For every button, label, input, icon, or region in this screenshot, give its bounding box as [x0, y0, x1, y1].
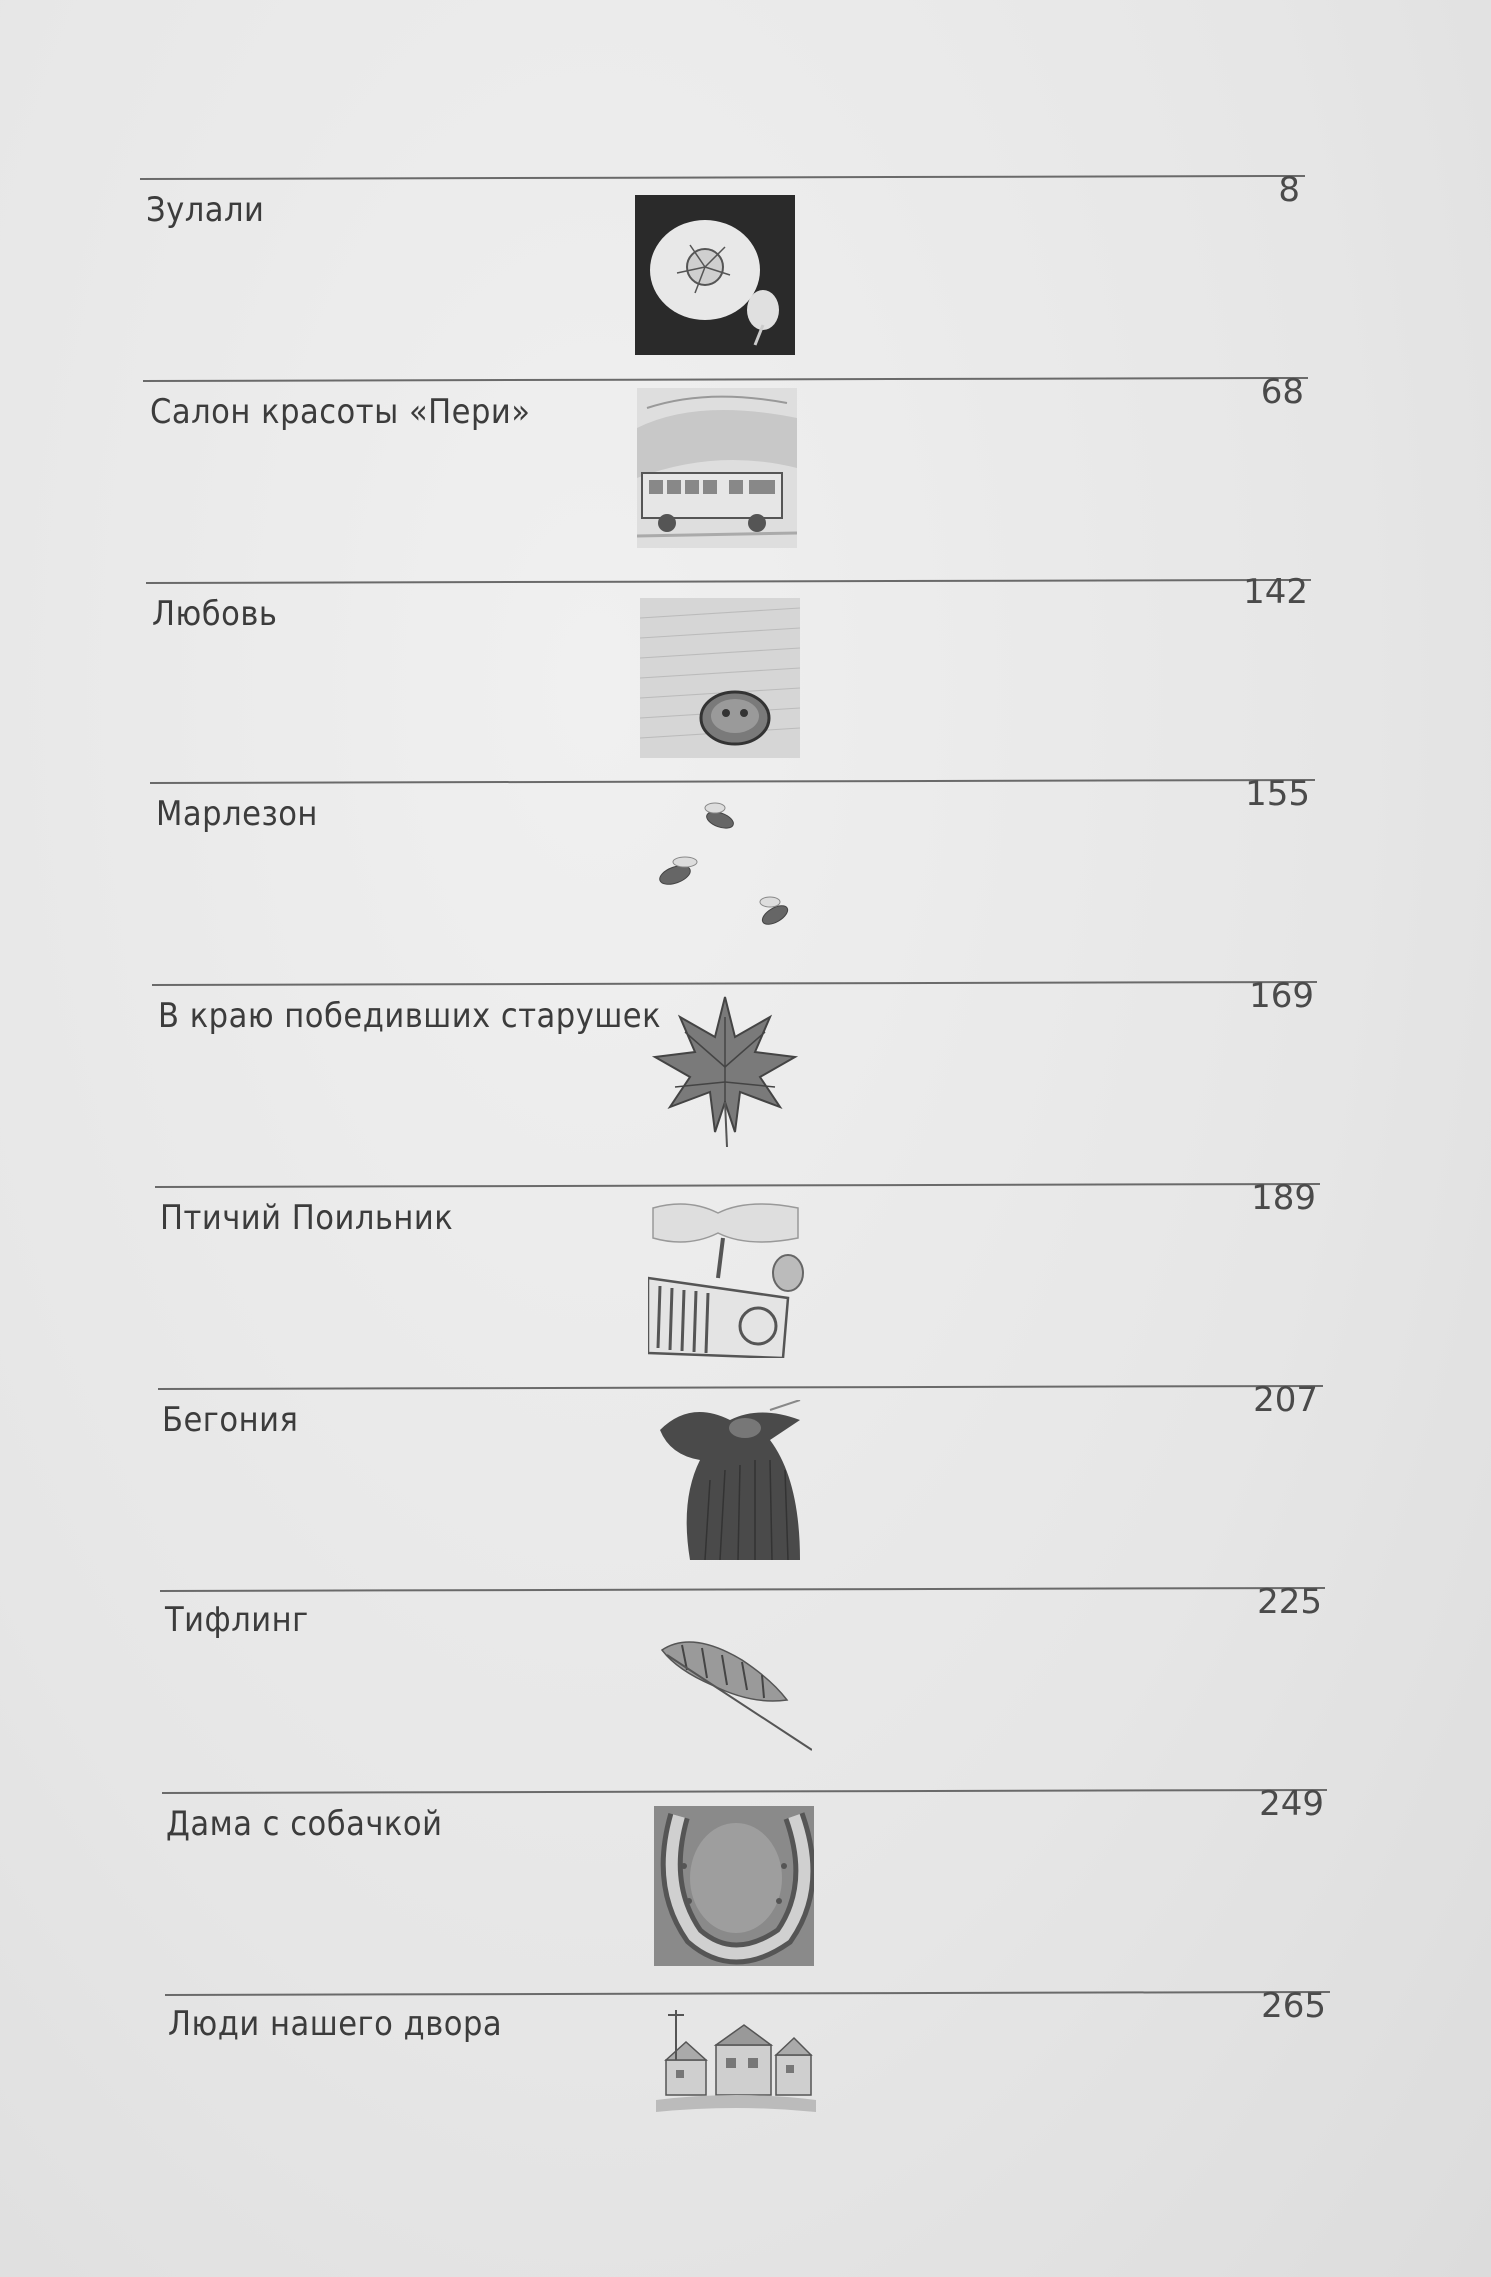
houses-sketch-icon	[656, 2000, 816, 2160]
entry-title: Марлезон	[156, 794, 318, 834]
entry-divider	[143, 377, 1308, 382]
entry-divider	[150, 779, 1315, 784]
entry-page-number: 249	[1259, 1784, 1324, 1824]
entry-divider	[152, 981, 1317, 986]
entry-divider	[146, 579, 1311, 584]
car-grille-sketch-icon	[648, 1198, 808, 1358]
entry-page-number: 155	[1245, 774, 1310, 814]
entry-divider	[165, 1991, 1330, 1996]
entry-title: Тифлинг	[165, 1600, 309, 1640]
entry-page-number: 225	[1257, 1582, 1322, 1622]
entry-title: Любовь	[152, 594, 278, 634]
entry-divider	[155, 1183, 1320, 1188]
bus-sketch-icon	[637, 388, 797, 548]
flower-sketch-icon	[635, 195, 795, 355]
entry-divider	[158, 1385, 1323, 1390]
entry-page-number: 142	[1243, 572, 1308, 612]
entry-title: В краю победивших старушек	[158, 996, 662, 1036]
entry-page-number: 189	[1251, 1178, 1316, 1218]
entry-title: Салон красоты «Пери»	[150, 392, 531, 432]
entry-title: Птичий Поильник	[160, 1198, 454, 1238]
entry-title: Дама с собачкой	[166, 1804, 443, 1844]
horseshoe-sketch-icon	[654, 1806, 814, 1966]
entry-title: Бегония	[162, 1400, 299, 1440]
entry-divider	[160, 1587, 1325, 1592]
entry-title: Люди нашего двора	[168, 2004, 503, 2044]
bees-sketch-icon	[645, 790, 805, 950]
entry-page-number: 169	[1249, 976, 1314, 1016]
entry-title: Зулали	[146, 190, 265, 230]
entry-divider	[162, 1789, 1327, 1794]
entry-page-number: 68	[1260, 372, 1304, 412]
entry-page-number: 8	[1278, 170, 1300, 210]
maple-leaf-sketch-icon	[645, 992, 805, 1152]
feather-sketch-icon	[652, 1600, 812, 1760]
button-sketch-icon	[640, 598, 800, 758]
entry-page-number: 265	[1261, 1986, 1326, 2026]
entry-page-number: 207	[1253, 1380, 1318, 1420]
dog-sketch-icon	[650, 1400, 810, 1560]
